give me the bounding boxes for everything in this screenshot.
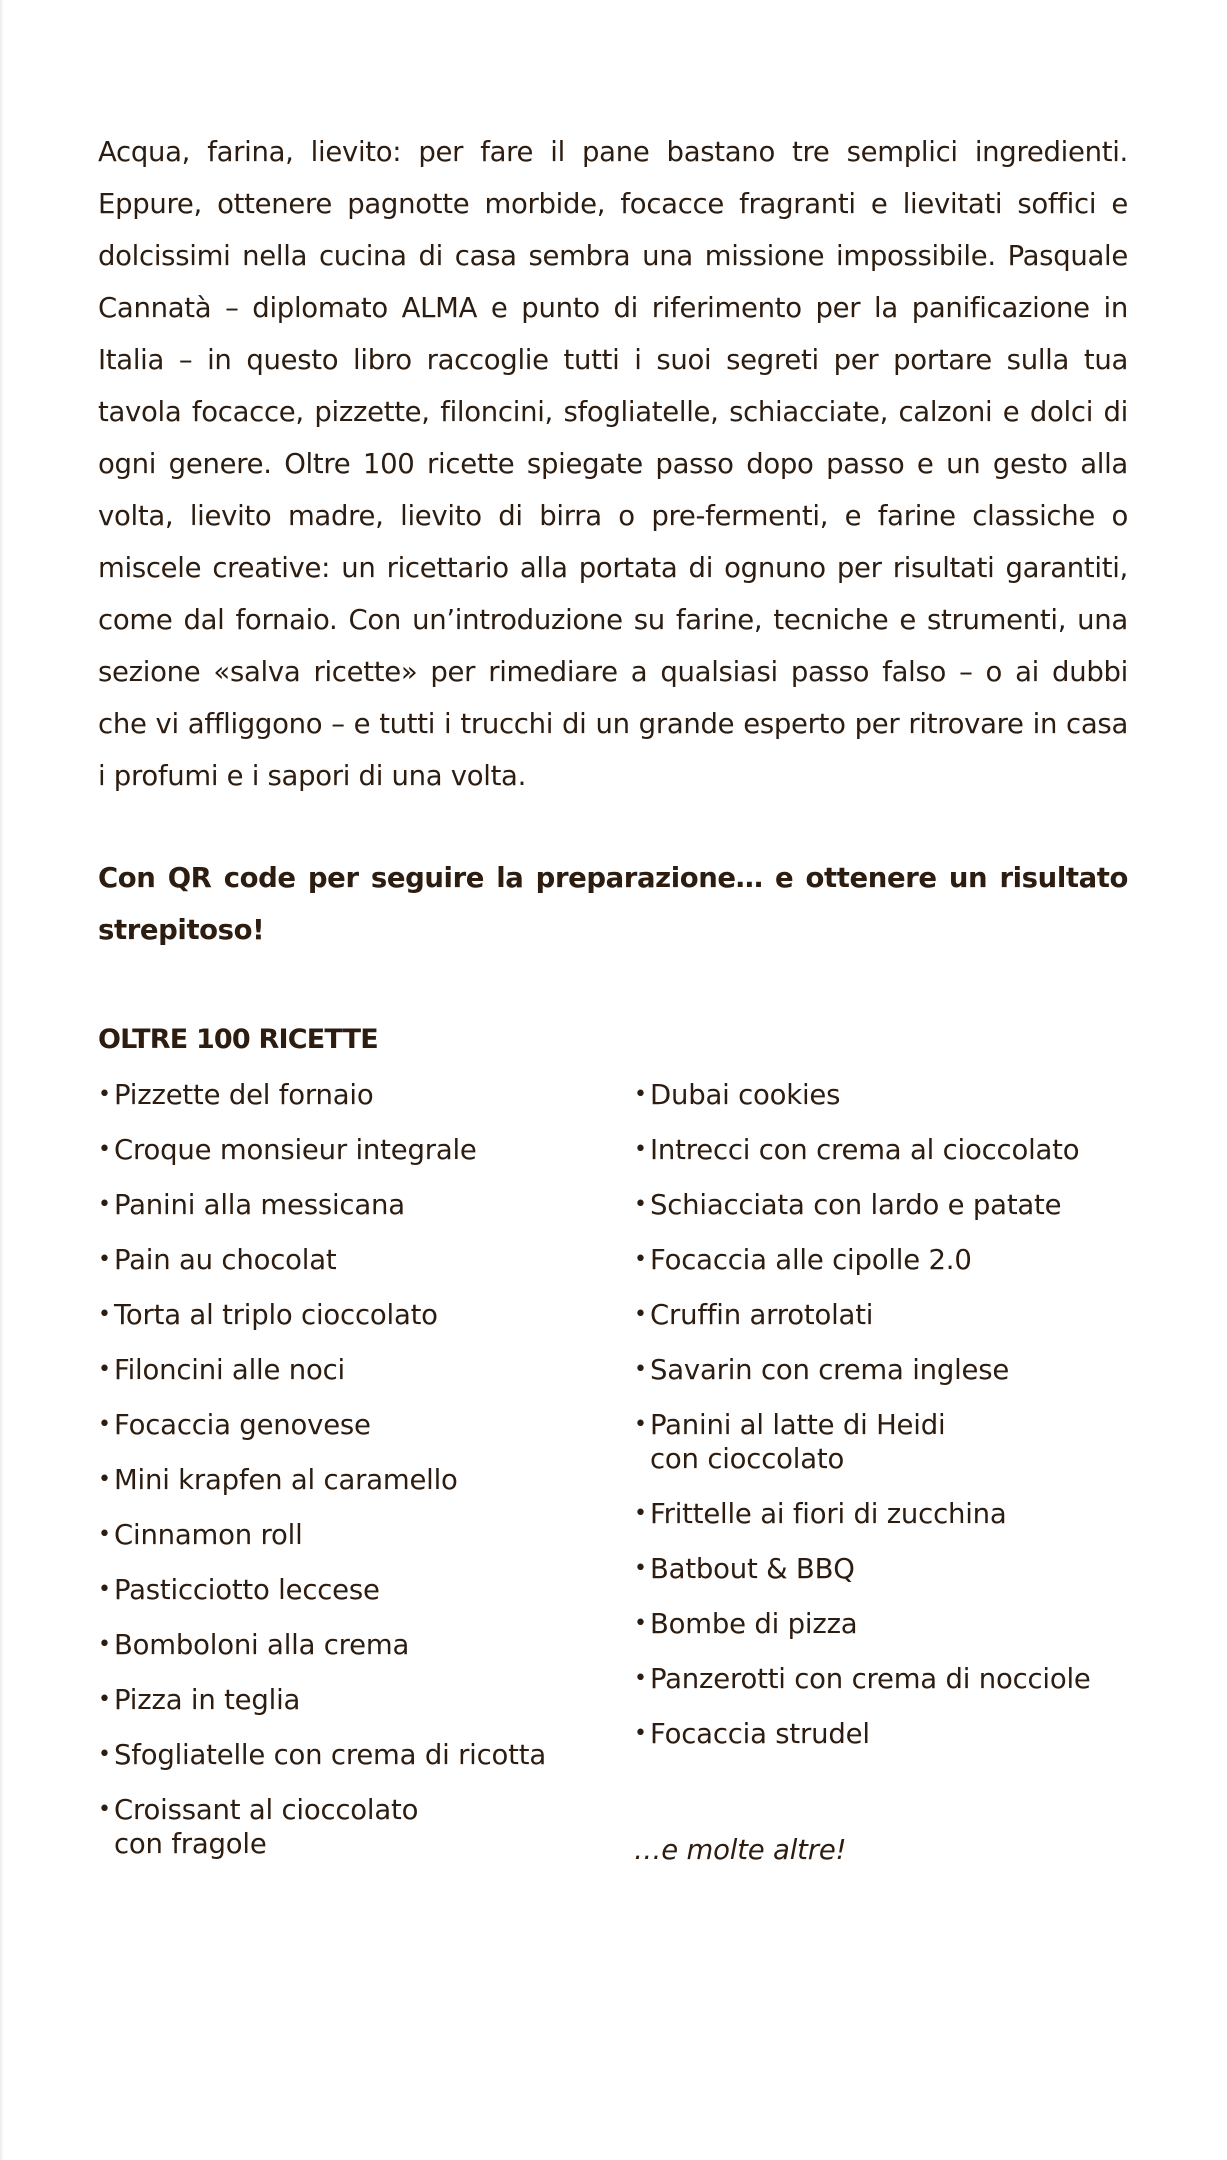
qr-code-note: Con QR code per seguire la preparazione… e ottenere un risultato strepitoso! bbox=[98, 862, 1128, 946]
recipe-list-item bbox=[98, 1243, 618, 1277]
recipe-list-item bbox=[98, 1573, 618, 1607]
recipe-name: Cinnamon roll bbox=[114, 1519, 303, 1551]
recipe-list-item bbox=[98, 1628, 618, 1662]
recipe-name: Schiacciata con lardo e patate bbox=[650, 1189, 1062, 1221]
recipe-list-item bbox=[634, 1497, 1154, 1531]
recipe-name: Pain au chocolat bbox=[114, 1244, 337, 1276]
recipe-name: Panini alla messicana bbox=[114, 1189, 405, 1221]
bullet-icon: • bbox=[634, 1247, 647, 1272]
intro-paragraph: Acqua, farina, lievito: per fare il pane bastano tre semplici ingredienti. Eppure, ottenere pagnotte morbide, focacce fragranti e lievitati soffici e dolcissimi nella cucina di casa sembra una missione impossibile. Pasquale Cannatà – diplomato ALMA e punto di riferimento per la panificazione in Italia – in questo libro raccoglie tutti i suoi segreti per portare sulla tua tavola focacce, pizzette, filoncini, sfogliatelle, schiacciate, calzoni e dolci di ogni genere. Oltre 100 ricette spiegate passo dopo passo e un gesto alla volta, lievito madre, lievito di birra o pre-fermenti, e farine classiche o miscele creative: un ricettario alla portata di ognuno per risultati garantiti, come dal fornaio. Con un’introduzione su farine, tecniche e strumenti, una sezione «salva ricette» per rimediare a qualsiasi passo falso – o ai dubbi che vi affliggono – e tutti i trucchi di un grande esperto per ritrovare in casa i profumi e i sapori di una volta. bbox=[98, 136, 1128, 792]
recipe-list-item bbox=[98, 1738, 618, 1772]
bullet-icon: • bbox=[98, 1687, 111, 1712]
recipe-name: Savarin con crema inglese bbox=[650, 1354, 1010, 1386]
recipe-list-item bbox=[98, 1188, 618, 1222]
recipe-name: Focaccia genovese bbox=[114, 1409, 371, 1441]
recipe-list-item bbox=[98, 1518, 618, 1552]
recipe-name: Bombe di pizza bbox=[650, 1608, 858, 1640]
bullet-icon: • bbox=[634, 1192, 647, 1217]
recipe-list-item bbox=[634, 1662, 1154, 1696]
recipe-list-item bbox=[634, 1188, 1154, 1222]
recipe-name: Croque monsieur integrale bbox=[114, 1134, 477, 1166]
bullet-icon: • bbox=[98, 1137, 111, 1162]
recipe-name: Pasticciotto leccese bbox=[114, 1574, 380, 1606]
recipe-list-item bbox=[98, 1683, 618, 1717]
recipe-list-item bbox=[98, 1133, 618, 1167]
recipe-name: Torta al triplo cioccolato bbox=[114, 1299, 438, 1331]
page-edge bbox=[0, 0, 4, 2160]
recipe-name: Pizzette del fornaio bbox=[114, 1079, 374, 1111]
recipe-name: Pizza in teglia bbox=[114, 1684, 301, 1716]
recipe-name: Focaccia strudel bbox=[650, 1718, 870, 1750]
recipe-list-item bbox=[98, 1353, 618, 1387]
recipe-name: Sfogliatelle con crema di ricotta bbox=[114, 1739, 546, 1771]
bullet-icon: • bbox=[634, 1556, 647, 1581]
recipe-name: Batbout & BBQ bbox=[650, 1553, 855, 1585]
bullet-icon: • bbox=[634, 1721, 647, 1746]
recipe-list-item bbox=[634, 1607, 1154, 1641]
bullet-icon: • bbox=[634, 1302, 647, 1327]
recipe-list-item bbox=[634, 1243, 1154, 1277]
bullet-icon: • bbox=[98, 1082, 111, 1107]
recipe-list-item bbox=[98, 1463, 618, 1497]
recipe-list-item bbox=[98, 1408, 618, 1442]
recipe-name: Croissant al cioccolato con fragole bbox=[114, 1794, 419, 1860]
recipe-name: Dubai cookies bbox=[650, 1079, 841, 1111]
recipe-name: Focaccia alle cipolle 2.0 bbox=[650, 1244, 972, 1276]
recipe-list-item bbox=[634, 1408, 1154, 1476]
bullet-icon: • bbox=[634, 1357, 647, 1382]
bullet-icon: • bbox=[634, 1082, 647, 1107]
bullet-icon: • bbox=[98, 1192, 111, 1217]
recipe-list-item bbox=[634, 1552, 1154, 1586]
more-recipes-note: …e molte altre! bbox=[634, 1834, 847, 1866]
bullet-icon: • bbox=[98, 1742, 111, 1767]
bullet-icon: • bbox=[634, 1137, 647, 1162]
bullet-icon: • bbox=[98, 1412, 111, 1437]
recipe-list-item bbox=[634, 1133, 1154, 1167]
recipes-title: OLTRE 100 RICETTE bbox=[98, 1024, 378, 1055]
bullet-icon: • bbox=[98, 1522, 111, 1547]
recipe-name: Filoncini alle noci bbox=[114, 1354, 345, 1386]
bullet-icon: • bbox=[634, 1501, 647, 1526]
recipe-list-item bbox=[634, 1717, 1154, 1751]
recipe-name: Intrecci con crema al cioccolato bbox=[650, 1134, 1080, 1166]
bullet-icon: • bbox=[98, 1577, 111, 1602]
recipe-name: Panini al latte di Heidi con cioccolato bbox=[650, 1409, 946, 1475]
recipe-list-right bbox=[634, 1078, 1154, 1772]
bullet-icon: • bbox=[98, 1247, 111, 1272]
bullet-icon: • bbox=[98, 1632, 111, 1657]
recipe-list-item bbox=[98, 1078, 618, 1112]
bullet-icon: • bbox=[98, 1302, 111, 1327]
recipe-list-item bbox=[634, 1078, 1154, 1112]
bullet-icon: • bbox=[634, 1611, 647, 1636]
recipe-list-item bbox=[98, 1298, 618, 1332]
recipe-list-item bbox=[634, 1353, 1154, 1387]
recipe-list-left bbox=[98, 1078, 618, 1882]
recipe-name: Frittelle ai fiori di zucchina bbox=[650, 1498, 1007, 1530]
bullet-icon: • bbox=[634, 1412, 647, 1437]
recipe-list-item bbox=[98, 1793, 618, 1861]
recipe-name: Mini krapfen al caramello bbox=[114, 1464, 458, 1496]
recipe-list-item bbox=[634, 1298, 1154, 1332]
recipe-name: Panzerotti con crema di nocciole bbox=[650, 1663, 1091, 1695]
bullet-icon: • bbox=[98, 1467, 111, 1492]
recipe-name: Bomboloni alla crema bbox=[114, 1629, 410, 1661]
recipe-name: Cruffin arrotolati bbox=[650, 1299, 874, 1331]
bullet-icon: • bbox=[98, 1797, 111, 1822]
bullet-icon: • bbox=[634, 1666, 647, 1691]
bullet-icon: • bbox=[98, 1357, 111, 1382]
